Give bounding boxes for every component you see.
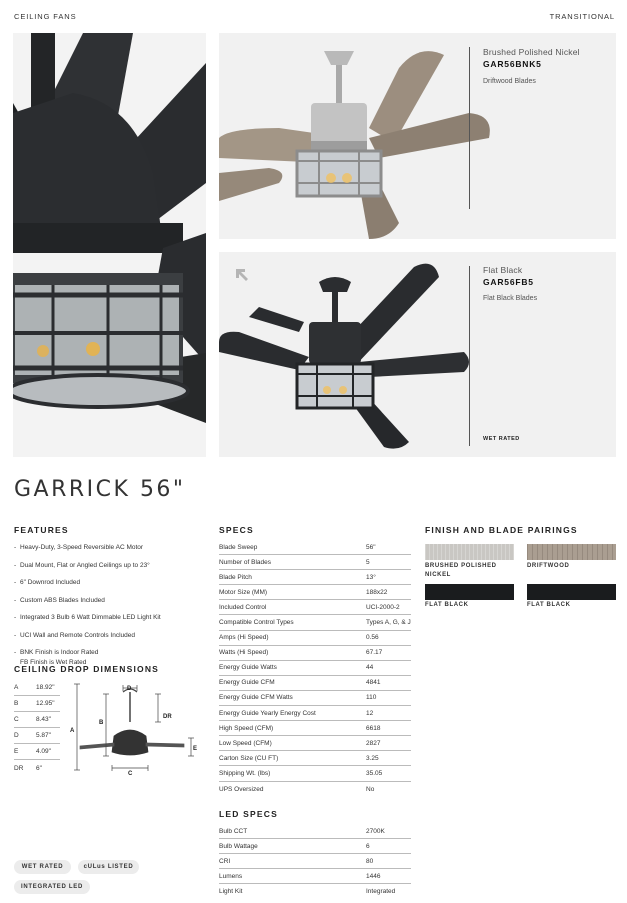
feature-item: - Integrated 3 Bulb 6 Watt Dimmable LED Light Kit: [14, 613, 209, 623]
bulb: [339, 386, 347, 394]
spec-key: Energy Guide CFM: [219, 679, 275, 687]
diagram-label-dr: DR: [163, 714, 172, 720]
spec-row: [219, 721, 411, 736]
spec-row: [219, 585, 411, 600]
spec-row: [219, 736, 411, 751]
category-label: CEILING FANS: [14, 12, 77, 21]
spec-value: 44: [366, 664, 374, 672]
spec-key: Energy Guide CFM Watts: [219, 694, 293, 702]
feature-item: - Dual Mount, Flat or Angled Ceilings up to 23°: [14, 561, 209, 571]
spec-value: 67.17: [366, 649, 383, 657]
specs-table: [219, 540, 411, 797]
finish-pairings-heading: FINISH AND BLADE PAIRINGS: [425, 525, 578, 535]
dimension-diagram: [66, 682, 201, 778]
feature-item: - BNK Finish is Indoor Rated FB Finish is Wet Rated: [14, 648, 209, 668]
spec-value: No: [366, 785, 375, 793]
dimension-value: 12.95": [36, 700, 55, 707]
dimension-row: [14, 712, 60, 728]
spec-row: [219, 691, 411, 706]
spec-value: 6618: [366, 724, 381, 732]
bulb: [342, 173, 352, 183]
spec-value: UCI-2000-2: [366, 603, 400, 611]
spec-key: Blade Sweep: [219, 543, 258, 551]
dimension-key: E: [14, 748, 19, 755]
spec-value: Integrated: [366, 888, 396, 896]
spec-value: 4841: [366, 679, 381, 687]
style-label: TRANSITIONAL: [549, 12, 615, 21]
spec-value: 80: [366, 857, 374, 865]
wet-rated-tag: WET RATED: [483, 436, 520, 442]
led-specs-heading: LED SPECS: [219, 809, 278, 819]
spec-value: 12: [366, 709, 374, 717]
spec-value: 3.25: [366, 754, 379, 762]
spec-key: Light Kit: [219, 888, 243, 896]
spec-value: 35.05: [366, 769, 383, 777]
spec-key: Amps (Hi Speed): [219, 634, 269, 642]
specs-heading: SPECS: [219, 525, 254, 535]
feature-item: - 6" Downrod Included: [14, 578, 209, 588]
swatch-driftwood: [527, 544, 616, 560]
bulb: [323, 386, 331, 394]
spec-row: [219, 555, 411, 570]
swatch-label: FLAT BLACK: [425, 602, 469, 608]
dimension-row: [14, 696, 60, 712]
diagram-label-a: A: [70, 728, 75, 734]
spec-key: Bulb Wattage: [219, 842, 258, 850]
spec-row: [219, 854, 411, 869]
product-title: GARRICK 56": [14, 477, 186, 502]
feature-item: - UCI Wall and Remote Controls Included: [14, 631, 209, 641]
spec-key: UPS Oversized: [219, 785, 264, 793]
diagram-label-d: D: [127, 686, 132, 692]
ceiling-drop-heading: CEILING DROP DIMENSIONS: [14, 664, 160, 674]
spec-value: 13°: [366, 573, 376, 581]
spec-key: High Speed (CFM): [219, 724, 274, 732]
spec-key: Energy Guide Watts: [219, 664, 277, 672]
spec-key: Bulb CCT: [219, 827, 248, 835]
finish-model-code: GAR56FB5: [483, 277, 534, 287]
spec-row: [219, 646, 411, 661]
motor-housing: [309, 322, 361, 364]
spec-row: [219, 661, 411, 676]
spec-row: [219, 766, 411, 781]
spec-value: 2827: [366, 739, 381, 747]
swatch-nickel: [425, 544, 514, 560]
spec-key: Motor Size (MM): [219, 588, 268, 596]
spec-key: Blade Pitch: [219, 573, 252, 581]
downrod: [336, 65, 342, 103]
dimension-value: 8.43": [36, 716, 51, 723]
led-specs-table: [219, 824, 411, 899]
bulb: [326, 173, 336, 183]
divider-line: [469, 47, 470, 209]
spec-row: [219, 676, 411, 691]
features-list: [14, 543, 209, 676]
swatch-flat-black-finish: [425, 584, 514, 600]
dimension-row: [14, 760, 60, 776]
diagram-label-e: E: [193, 746, 198, 752]
features-heading: FEATURES: [14, 525, 69, 535]
spec-row: [219, 631, 411, 646]
spec-row: [219, 615, 411, 630]
spec-row: [219, 782, 411, 797]
dimension-value: 18.92": [36, 684, 55, 691]
dimension-key: B: [14, 700, 19, 707]
finish-name: Brushed Polished Nickel: [483, 47, 580, 57]
swatch-label: FLAT BLACK: [527, 602, 571, 608]
spec-value: 110: [366, 694, 377, 702]
dimension-key: DR: [14, 764, 24, 772]
spec-key: Carton Size (CU FT): [219, 754, 279, 762]
dimension-row: [14, 744, 60, 760]
dimension-value: 4.09": [36, 748, 51, 755]
spec-row: [219, 884, 411, 899]
finish-photo-nickel: [219, 33, 616, 239]
spec-key: Shipping Wt. (lbs): [219, 769, 271, 777]
diagram-label-b: B: [99, 720, 104, 726]
spec-row: [219, 869, 411, 884]
dimension-key: D: [14, 732, 19, 739]
spec-value: Types A, G, & J: [366, 619, 411, 627]
spec-value: 5: [366, 558, 370, 566]
swatch-label: DRIFTWOOD: [527, 563, 570, 569]
dimension-row: [14, 728, 60, 744]
spec-row: [219, 706, 411, 721]
spec-row: [219, 751, 411, 766]
finish-name: Flat Black: [483, 265, 523, 275]
badge-integrated-led: INTEGRATED LED: [14, 880, 90, 894]
bulb: [37, 345, 49, 357]
divider-line: [469, 266, 470, 446]
spec-value: 2700K: [366, 827, 385, 835]
spec-value: 188x22: [366, 588, 388, 596]
spec-row: [219, 600, 411, 615]
arrow-up-left-icon: [233, 266, 251, 284]
light-cage: [297, 364, 373, 408]
spec-row: [219, 540, 411, 555]
swatch-flat-black-blade: [527, 584, 616, 600]
product-closeup-photo: [13, 33, 206, 457]
dimension-key: A: [14, 684, 19, 691]
feature-item: - Heavy-Duty, 3-Speed Reversible AC Motor: [14, 543, 209, 553]
spec-key: Included Control: [219, 603, 267, 611]
spec-row: [219, 839, 411, 854]
spec-key: Low Speed (CFM): [219, 739, 272, 747]
spec-row: [219, 570, 411, 585]
dimension-value: 5.87": [36, 732, 51, 739]
feature-item: - Custom ABS Blades Included: [14, 596, 209, 606]
spec-value: 1446: [366, 872, 381, 880]
spec-value: 6: [366, 842, 370, 850]
badge-wet-rated: WET RATED: [14, 860, 71, 874]
bulb: [86, 342, 100, 356]
dimension-key: C: [14, 716, 19, 723]
swatch-label: BRUSHED POLISHED NICKEL: [425, 563, 497, 578]
finish-model-code: GAR56BNK5: [483, 59, 542, 69]
spec-value: 0.56: [366, 634, 379, 642]
finish-photo-black: [219, 252, 616, 457]
downrod: [332, 292, 338, 322]
blade-finish: Driftwood Blades: [483, 78, 536, 85]
badge-cul-listed: cULus LISTED: [78, 860, 139, 874]
spec-key: Lumens: [219, 872, 243, 880]
spec-key: Energy Guide Yearly Energy Cost: [219, 709, 316, 717]
diagram-label-c: C: [128, 771, 133, 777]
dimension-value: 6": [36, 764, 42, 772]
spec-value: 56": [366, 543, 376, 551]
dimension-row: [14, 680, 60, 696]
blade-finish: Flat Black Blades: [483, 295, 538, 302]
spec-row: [219, 824, 411, 839]
spec-key: Watts (Hi Speed): [219, 649, 269, 657]
spec-key: Compatible Control Types: [219, 619, 294, 627]
light-cage: [297, 151, 381, 196]
ceiling-drop-table: [14, 680, 60, 776]
spec-key: CRI: [219, 857, 231, 865]
spec-key: Number of Blades: [219, 558, 272, 566]
